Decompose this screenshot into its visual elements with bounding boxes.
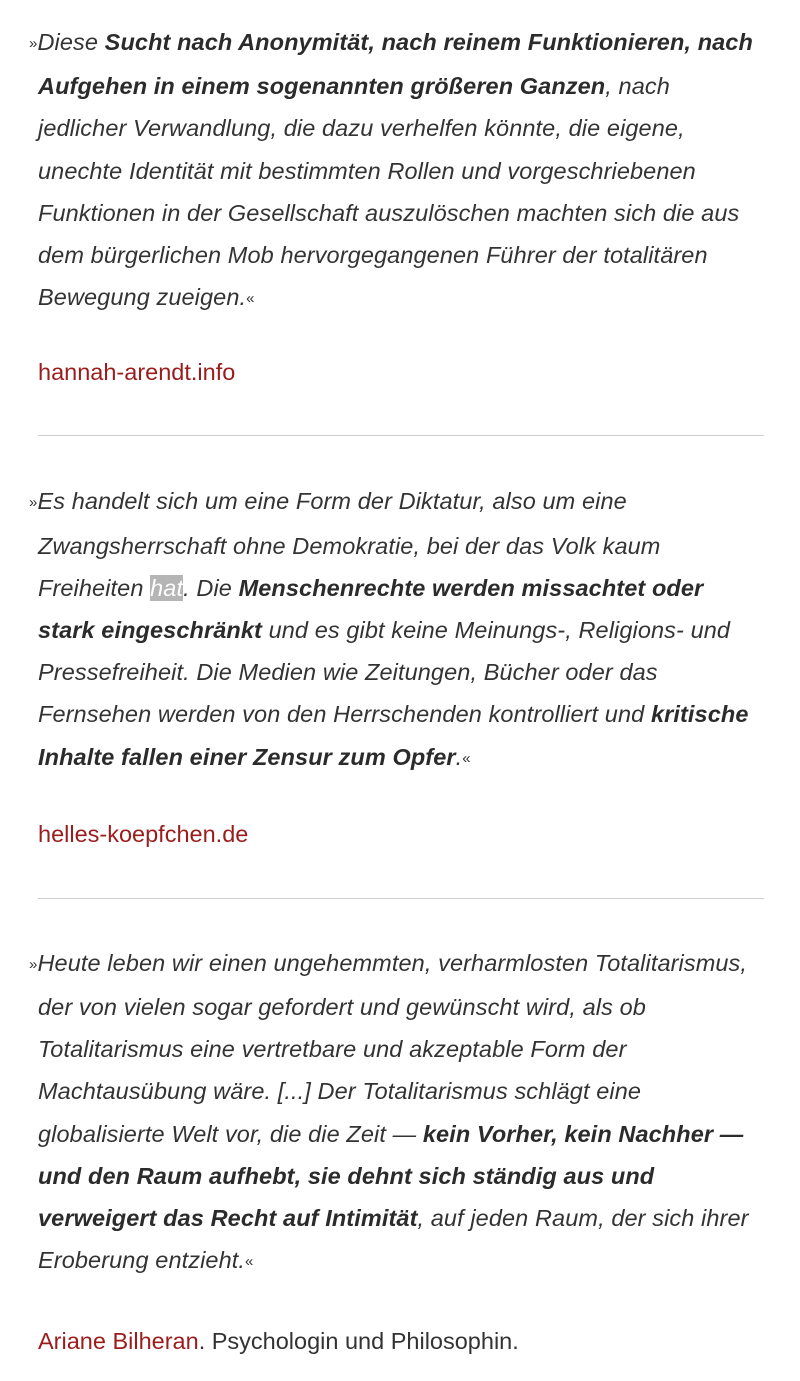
quote-open-mark: » <box>29 955 38 973</box>
source-bilheran <box>38 1326 764 1356</box>
source-description: . Psychologin und Philosophin. <box>198 1328 519 1355</box>
quote-close-mark: « <box>462 749 471 767</box>
quote-open-mark: » <box>29 35 38 52</box>
quote-helles-koepfchen <box>29 480 764 779</box>
source-helles-koepfchen <box>38 819 764 849</box>
source-link-hannah-arendt[interactable]: hannah-arendt.info <box>38 359 236 386</box>
quote-text: , nach jedlicher Verwandlung, die dazu verhelfen könnte, die eigene, unechte Identität mit bestimmten Rollen und vorgeschriebenen Funktionen in der Gesellschaft auszulöschen machten sich die aus dem bürgerlichen Mob hervorgegangenen Führer der totalitären Bewegung zueigen. <box>38 73 740 311</box>
source-link-helles-koepfchen[interactable]: helles-koepfchen.de <box>38 820 249 847</box>
quote-text: und es gibt keine Meinungs-, Religions- und Pressefreiheit. Die Medien wie Zeitungen, Bücher oder das Fernsehen werden von den Herrschenden kontrolliert und <box>38 617 731 728</box>
quote-text: Diese <box>37 29 105 55</box>
section-divider <box>38 435 764 436</box>
quote-text: . Die <box>183 574 239 601</box>
quote-bold-text: Sucht nach Anonymität, nach reinem Funktionieren, nach Aufgehen in einem sogenannten größeren Ganzen <box>38 29 753 100</box>
quote-open-mark: » <box>29 494 38 512</box>
quote-text: . <box>455 743 463 770</box>
quote-text: Es handelt sich um eine Form der Diktatur, also um eine Zwangsherrschaft ohne Demokratie, bei der das Volk kaum Freiheiten <box>37 488 661 601</box>
quote-close-mark: « <box>245 1253 254 1271</box>
quote-bold-text: kein Vorher, kein Nachher — und den Raum aufhebt, sie dehnt sich ständig aus und verweigert das Recht auf Intimität <box>38 1120 744 1232</box>
section-divider <box>38 898 764 899</box>
quote-text: , auf jeden Raum, der sich ihrer Eroberung entzieht. <box>38 1205 749 1274</box>
quote-text: Heute leben wir einen ungehemmten, verharmlosten Totalitarismus, der von vielen sogar gefordert und gewünscht wird, als ob Totalitarismus eine vertretbare und akzeptable Form der Machtausübung wäre. [...] Der Totalitarismus schlägt eine globalisierte Welt vor, die die Zeit — <box>37 949 748 1147</box>
quote-arendt <box>29 21 764 320</box>
source-arendt <box>38 357 764 387</box>
quote-bold-text: Menschenrechte werden missachtet oder stark eingeschränkt <box>38 574 704 644</box>
quote-close-mark: « <box>246 290 255 308</box>
quote-bold-text: kritische Inhalte fallen einer Zensur zum Opfer <box>38 701 749 770</box>
selected-text-highlight: hat <box>150 574 184 601</box>
source-link-ariane-bilheran[interactable]: Ariane Bilheran <box>38 1328 199 1355</box>
quote-bilheran <box>29 942 764 1284</box>
